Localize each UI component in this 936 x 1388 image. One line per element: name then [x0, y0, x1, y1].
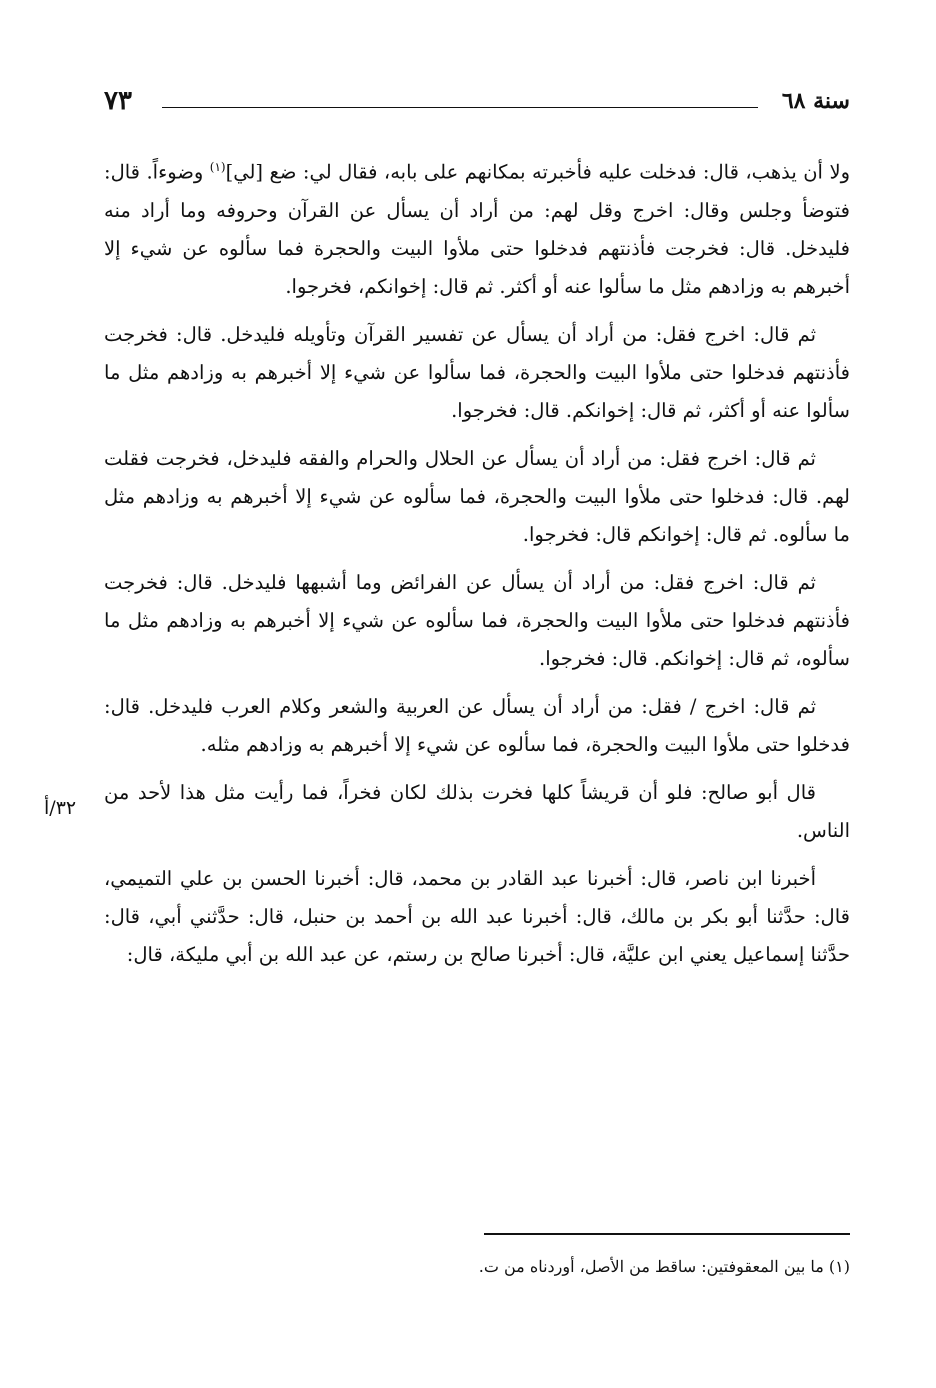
running-header-year: سنة ٦٨: [781, 88, 850, 114]
footnote: (١) ما بين المعقوفتين: ساقط من الأصل، أوردناه من ت.: [478, 1257, 850, 1276]
header-rule: [162, 107, 758, 108]
footnote-rule: [484, 1233, 850, 1235]
page-number: ٧٣: [104, 86, 132, 116]
manuscript-folio-note: ٣٢/أ: [44, 797, 77, 819]
paragraph-1: [104, 148, 850, 306]
paragraph-4: ثم قال: اخرج فقل: من أراد أن يسأل عن الفرائض وما أشبهها فليدخل. قال: فخرجت فأذنتهم فدخلوا حتى ملأوا البيت والحجرة، فما سألوه عن شيء إلا أخبرهم به وزادهم مثل ما سألوه، ثم قال: إخوانكم. قال: فخرجوا.: [104, 570, 850, 670]
paragraph-3: ثم قال: اخرج فقل: من أراد أن يسأل عن الحلال والحرام والفقه فليدخل، فخرجت فقلت لهم. قال: فدخلوا حتى ملأوا البيت والحجرة، فما سألوه عن شيء إلا أخبرهم به وزادهم مثل ما سألوه. ثم قال: إخوانكم قال: فخرجوا.: [104, 446, 850, 546]
main-text: [104, 148, 850, 984]
footnote-ref: (١): [209, 160, 226, 174]
paragraph-2: ثم قال: اخرج فقل: من أراد أن يسأل عن تفسير القرآن وتأويله فليدخل. قال: فخرجت فأذنتهم فدخلوا حتى ملأوا البيت والحجرة، فما سألوا عن شيء إلا أخبرهم به وزادهم مثل ما سألوا عنه أو أكثر، ثم قال: إخوانكم. قال: فخرجوا.: [104, 322, 850, 422]
paragraph-1-text: ولا أن يذهب، قال: فدخلت عليه فأخبرته بمكانهم على بابه، فقال لي: ضع [لي]: [225, 160, 850, 184]
paragraph-6: قال أبو صالح: فلو أن قريشاً كلها فخرت بذلك لكان فخراً، فما رأيت مثل هذا لأحد من الناس.: [104, 780, 850, 842]
paragraph-1-text-cont: وضوءاً. قال: فتوضأ وجلس وقال: اخرج وقل لهم: من أراد أن يسأل عن القرآن وحروفه وما أراد منه فليدخل. قال: فخرجت فأذنتهم فدخلوا حتى ملأوا البيت والحجرة فما سألوه عن شيء إلا أخبرهم به وزادهم مثل ما سألوا عنه أو أكثر. ثم قال: إخوانكم، فخرجوا.: [104, 160, 850, 298]
page-header: [104, 88, 850, 124]
paragraph-7: أخبرنا ابن ناصر، قال: أخبرنا عبد القادر بن محمد، قال: أخبرنا الحسن بن علي التميمي، قال: حدَّثنا أبو بكر بن مالك، قال: أخبرنا عبد الله بن أحمد بن حنبل، قال: حدَّثني أبي، قال: حدَّثنا إسماعيل يعني ابن عليَّة، قال: أخبرنا صالح بن رستم، عن عبد الله بن أبي مليكة، قال:: [104, 866, 850, 966]
paragraph-5: ثم قال: اخرج / فقل: من أراد أن يسأل عن العربية والشعر وكلام العرب فليدخل. قال: فدخلوا حتى ملأوا البيت والحجرة، فما سألوه عن شيء إلا أخبرهم به وزادهم مثله.: [104, 694, 850, 756]
